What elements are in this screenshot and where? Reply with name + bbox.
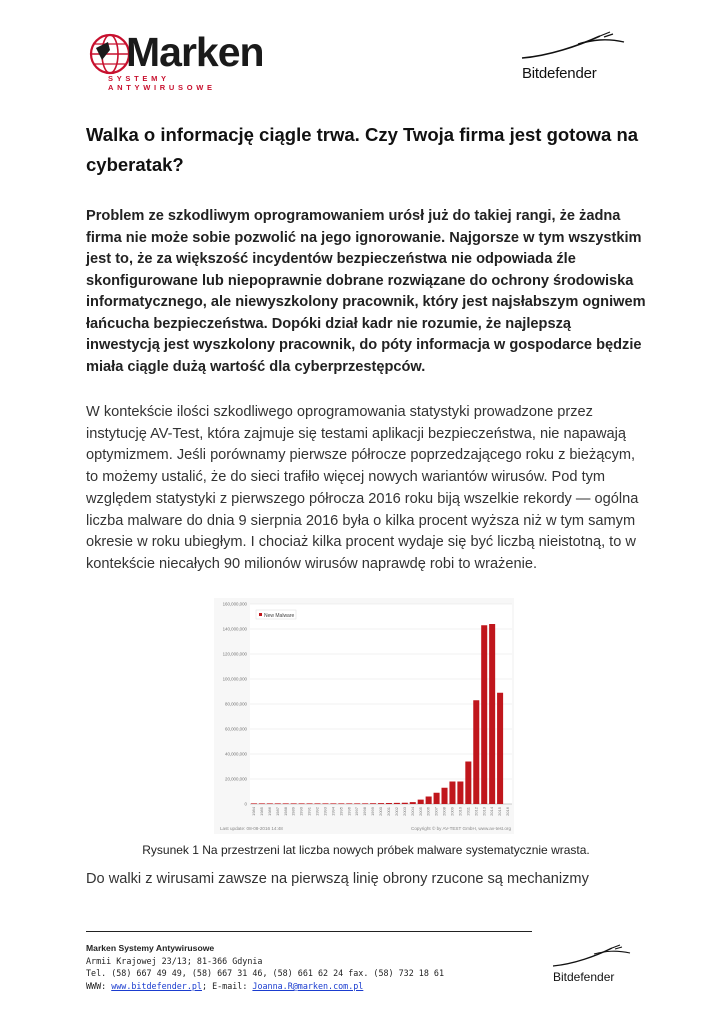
chart-bar [354,803,360,804]
footer-contact [86,980,516,993]
page-title: Walka o informację ciągle trwa. Czy Twoja firma jest gotowa na cyberatak? [86,124,639,175]
chart-x-tick-label: 2000 [378,807,384,816]
chart-y-tick-label: 40,000,000 [225,751,247,757]
bitdefender-swoosh-icon [550,942,634,970]
chart-legend-label: New Malware [264,613,295,619]
chart-bar [283,803,289,804]
chart-bar [275,803,281,804]
chart-x-tick-label: 2007 [433,807,439,816]
chart-bar [322,803,328,804]
chart-x-tick-label: 1995 [338,807,344,816]
chart-x-tick-label: 2005 [417,807,423,816]
chart-x-tick-label: 2008 [441,807,447,816]
chart-bar [441,788,447,804]
chart-x-tick-label: 2003 [401,807,407,816]
malware-chart [214,598,514,834]
chart-y-tick-label: 100,000,000 [222,676,247,682]
footer [86,942,516,992]
chart-x-tick-label: 2015 [497,807,503,816]
chart-bar [314,803,320,804]
chart-bar [394,803,400,804]
chart-bar [418,800,424,804]
chart-y-tick-label: 80,000,000 [225,701,247,707]
footer-company: Marken Systemy Antywirusowe [86,943,215,953]
chart-y-tick-label: 160,000,000 [222,601,247,607]
footer-phones: Tel. (58) 667 49 49, (58) 667 31 46, (58) 661 62 24 fax. (58) 732 18 61 [86,968,444,979]
chart-x-tick-label: 2002 [393,807,399,816]
footer-divider [86,931,532,932]
chart-bar [426,797,432,805]
chart-y-tick-label: 0 [244,801,247,807]
chart-y-tick-label: 140,000,000 [222,626,247,632]
chart-x-tick-label: 1986 [266,807,272,816]
chart-bar [259,803,265,804]
chart-bar [346,803,352,804]
lead-paragraph: Problem ze szkodliwym oprogramowaniem urósł już do takiej rangi, że żadna firma nie może sobie pozwolić na jego ignorowanie. Najgorsze w tym wszystkim jest to, że za większość incydentów bezpieczeństwa nie odpowiada źle skonfigurowane lub niepoprawnie dobrane rozwiązane do ochrony środowiska informatycznego, ale niewyszkolony pracownik, który jest najsłabszym ogniwem łańcucha bezpieczeństwa. Dopóki dział kadr nie rozumie, że najlepszą inwestycją jest wyszkolony pracownik, do póty informacja w gospodarce będzie miała ciągle dużą wartość dla cyberprzestępców. [86,208,646,375]
chart-bar [457,782,463,805]
chart-footer-left: Last update: 08-08-2016 14:48 [220,826,283,831]
body-paragraph: Do walki z wirusami zawsze na pierwszą linię obrony rzucone są mechanizmy [86,871,589,887]
bitdefender-swoosh-icon [518,28,630,64]
chart-footer-right: Copyright © by AV-TEST GmbH, www.av-test.org [411,826,511,831]
chart-bar [267,803,273,804]
chart-x-tick-label: 2012 [473,807,479,816]
chart-x-tick-label: 2009 [449,807,455,816]
footer-address: Armii Krajowej 23/13; 81-366 Gdynia [86,955,263,966]
chart-x-tick-label: 1984 [251,807,257,816]
chart-y-tick-label: 60,000,000 [225,726,247,732]
chart-x-tick-label: 2001 [386,807,392,816]
chart-x-tick-label: 2006 [425,807,431,816]
chart-bar [489,624,495,804]
body-paragraph: W kontekście ilości szkodliwego oprogramowania statystyki prowadzone przez instytucję AV-Test, która zajmuje się testami aplikacji bezpieczeństwa, nie napawają optymizmem. Jeśli porównamy pierwsze półrocze poprzedzającego roku z bieżącym, to możemy ustalić, że do sieci trafiło więcej nowych wariantów wirusów. Pod tym względem statystyki z pierwszego półrocza 2016 roku biją wszelkie rekordy — ogólna liczba malware do dnia 9 sierpnia 2016 była o kilka procent wyższa niż w tym samym okresie w roku ubiegłym. I chociaż kilka procent wydaje się być liczbą nieistotną, to w kontekście niecałych 90 milionów wirusów naprawdę robi to wrażenie. [86,404,639,572]
chart-x-tick-label: 1988 [282,807,288,816]
figure-caption: Rysunek 1 Na przestrzeni lat liczba nowych próbek malware systematycznie wrasta. [142,843,590,857]
chart-x-tick-label: 1994 [330,807,336,816]
chart-bar [307,803,313,804]
chart-x-tick-label: 1998 [362,807,368,816]
brand-tagline: SYSTEMY ANTYWIRUSOWE [108,74,216,92]
partner-name: Bitdefender [553,970,615,984]
chart-x-tick-label: 2004 [409,807,415,816]
chart-legend-swatch [259,613,262,616]
chart-x-tick-label: 1996 [346,807,352,816]
chart-x-tick-label: 2016 [505,807,511,816]
website-link[interactable]: www.bitdefender.pl [111,980,202,991]
chart-x-tick-label: 1989 [290,807,296,816]
chart-bar [481,625,487,804]
chart-bar [330,803,336,804]
footer-www-label: WWW: [86,980,112,991]
chart-x-tick-label: 1997 [354,807,360,816]
chart-bar [386,803,392,804]
chart-x-tick-label: 1993 [322,807,328,816]
chart-bar [434,793,440,804]
chart-bar [473,700,479,804]
chart-bar [362,803,368,804]
chart-y-tick-label: 120,000,000 [222,651,247,657]
chart-x-tick-label: 2013 [481,807,487,816]
chart-bar [251,803,257,804]
chart-bar [299,803,305,804]
chart-y-tick-label: 20,000,000 [225,776,247,782]
chart-x-tick-label: 2010 [457,807,463,816]
chart-bar [410,802,416,804]
chart-bar [449,782,455,805]
chart-x-tick-label: 2014 [489,807,495,816]
marken-logo [86,29,276,92]
chart-bar [338,803,344,804]
chart-x-tick-label: 1990 [298,807,304,816]
partner-name: Bitdefender [522,65,597,82]
chart-x-tick-label: 1999 [370,807,376,816]
chart-x-tick-label: 2011 [465,807,471,816]
chart-bar [402,803,408,804]
chart-bar [370,803,376,804]
chart-bar [465,762,471,805]
chart-x-tick-label: 1985 [258,807,264,816]
bitdefender-logo [518,28,630,84]
brand-name: Marken [126,29,264,75]
chart-x-tick-label: 1987 [274,807,280,816]
chart-bar [378,803,384,804]
chart-x-tick-label: 1991 [306,807,312,816]
bitdefender-logo-footer [550,942,634,986]
chart-bar [291,803,297,804]
footer-email-label: ; E-mail: [201,980,253,991]
chart-bar [497,693,503,804]
email-link[interactable]: Joanna.R@marken.com.pl [252,980,364,991]
chart-x-tick-label: 1992 [314,807,320,816]
